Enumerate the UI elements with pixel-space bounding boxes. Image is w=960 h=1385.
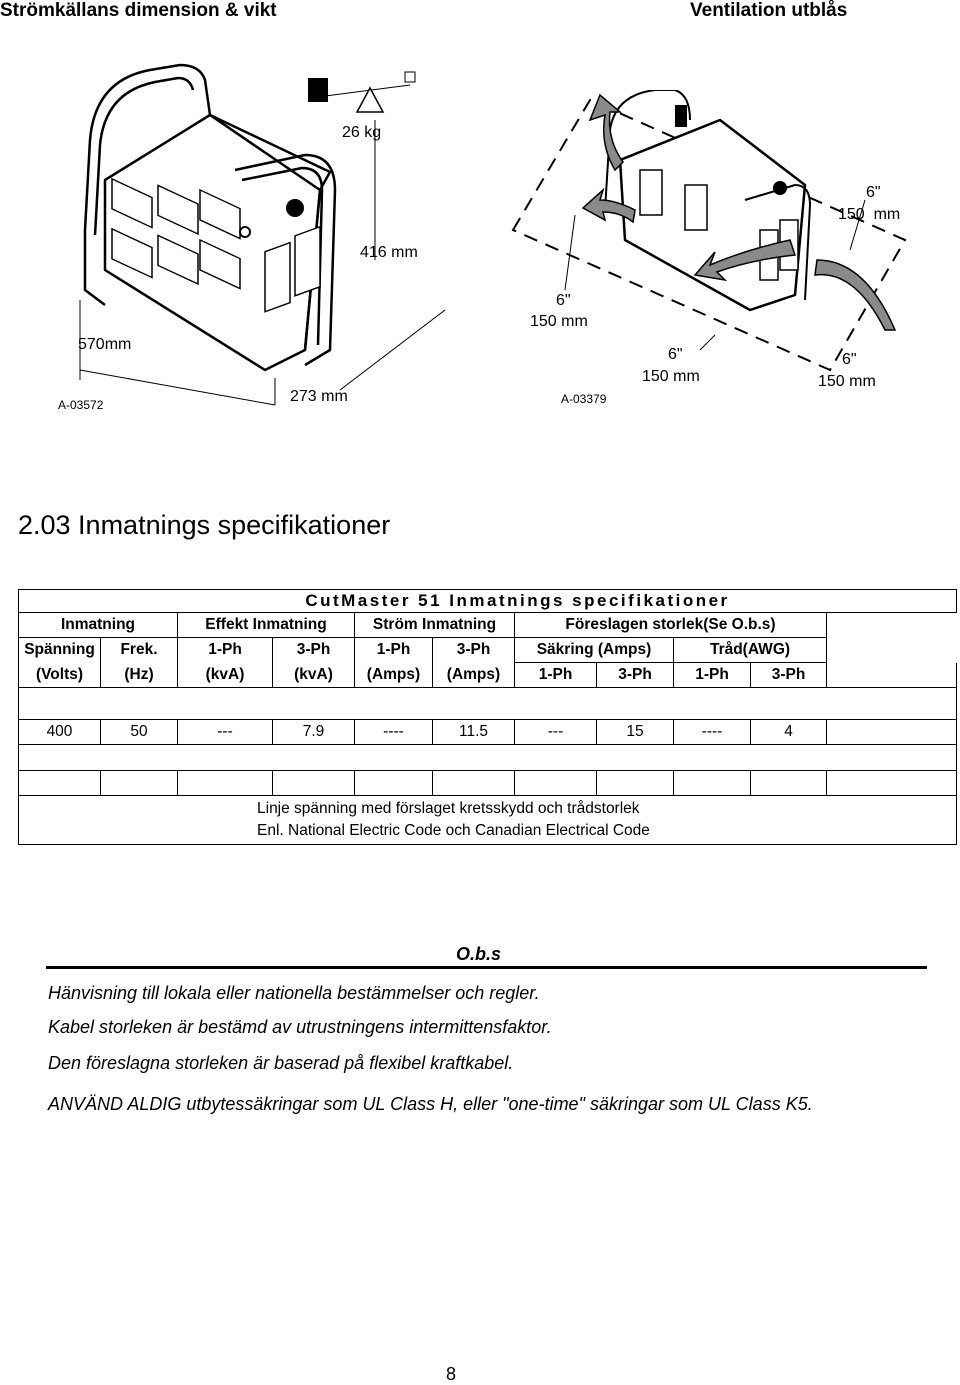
cell-volts: 400 (19, 720, 101, 745)
ventilation-drawing (505, 90, 945, 390)
unit-trad-3ph: 3-Ph (751, 663, 827, 688)
group-header-strom: Ström Inmatning (355, 613, 515, 638)
unit-volts: (Volts) (19, 663, 101, 688)
clearance-top-right: 150 mm (838, 206, 901, 223)
cell-strom-3ph: 11.5 (433, 720, 515, 745)
empty-cell (827, 638, 957, 663)
clearance-left: 150 mm (530, 313, 588, 330)
cell-sakring-3ph: 15 (597, 720, 674, 745)
group-header-effekt: Effekt Inmatning (178, 613, 355, 638)
unit-sakring-3ph: 3-Ph (597, 663, 674, 688)
header-effekt-1ph: 1-Ph (178, 638, 273, 663)
cell-effekt-1ph: --- (178, 720, 273, 745)
unit-dimension-drawing (50, 60, 470, 420)
obs-note-1: Hänvisning till lokala eller nationella bestämmelser och regler. (48, 983, 540, 1003)
table-title: CutMaster 51 Inmatnings specifikationer (19, 590, 957, 613)
unit-amps-3ph: (Amps) (433, 663, 515, 688)
group-header-foreslagen: Föreslagen storlek(Se O.b.s) (515, 613, 827, 638)
table-footnote-line2: Enl. National Electric Code och Canadian Electrical Code (257, 822, 650, 839)
right-page-heading: Ventilation utblås (690, 0, 848, 21)
clearance-bottom-mid-inches: 6" (668, 346, 683, 363)
clearance-top-right-inches: 6" (866, 184, 881, 201)
spacer-row (19, 745, 957, 771)
unit-sakring-1ph: 1-Ph (515, 663, 597, 688)
header-effekt-3ph: 3-Ph (273, 638, 355, 663)
cell-effekt-3ph: 7.9 (273, 720, 355, 745)
header-strom-3ph: 3-Ph (433, 638, 515, 663)
unit-kva-3ph: (kvA) (273, 663, 355, 688)
unit-amps-1ph: (Amps) (355, 663, 433, 688)
obs-note-2: Kabel storleken är bestämd av utrustningens intermittensfaktor. (48, 1017, 552, 1037)
section-title: 2.03 Inmatnings specifikationer (18, 510, 391, 540)
table-row (19, 720, 957, 745)
unit-trad-1ph: 1-Ph (674, 663, 751, 688)
clearance-left-inches: 6" (556, 292, 571, 309)
obs-note-3: Den föreslagna storleken är baserad på flexibel kraftkabel. (48, 1053, 514, 1073)
header-frek: Frek. (101, 638, 178, 663)
cell-trad-3ph: 4 (751, 720, 827, 745)
table-footnote-line1: Linje spänning med förslaget kretsskydd och trådstorlek (257, 800, 640, 817)
empty-cell (827, 613, 957, 638)
input-spec-table (18, 589, 957, 845)
clearance-bottom-right-inches: 6" (842, 351, 857, 368)
header-strom-1ph: 1-Ph (355, 638, 433, 663)
weight-label: 26 kg (342, 124, 382, 141)
header-spanning: Spänning (19, 638, 101, 663)
width-label: 273 mm (290, 388, 348, 405)
clearance-bottom-right: 150 mm (818, 373, 876, 390)
cell-strom-1ph: ---- (355, 720, 433, 745)
cell-sakring-1ph: --- (515, 720, 597, 745)
page-number: 8 (446, 1364, 457, 1384)
depth-label: 570mm (78, 336, 132, 353)
cell-hz: 50 (101, 720, 178, 745)
left-page-heading: Strömkällans dimension & vikt (0, 0, 277, 21)
unit-hz: (Hz) (101, 663, 178, 688)
header-sakring: Säkring (Amps) (515, 638, 674, 663)
header-trad: Tråd(AWG) (674, 638, 827, 663)
spacer-row (19, 688, 957, 720)
obs-heading: O.b.s (456, 944, 502, 964)
obs-divider (46, 966, 927, 969)
clearance-bottom-mid: 150 mm (642, 368, 700, 385)
empty-cell (827, 663, 957, 688)
cell-trad-1ph: ---- (674, 720, 751, 745)
height-label: 416 mm (360, 244, 418, 261)
table-footnote (19, 796, 957, 845)
left-figure-ref: A-03572 (58, 398, 104, 412)
right-figure-ref: A-03379 (561, 392, 607, 406)
empty-cell (827, 720, 957, 745)
unit-kva-1ph: (kvA) (178, 663, 273, 688)
group-header-inmatning: Inmatning (19, 613, 178, 638)
obs-note-4: ANVÄND ALDIG utbytessäkringar som UL Class H, eller "one-time" säkringar som UL Class K5. (48, 1094, 813, 1114)
